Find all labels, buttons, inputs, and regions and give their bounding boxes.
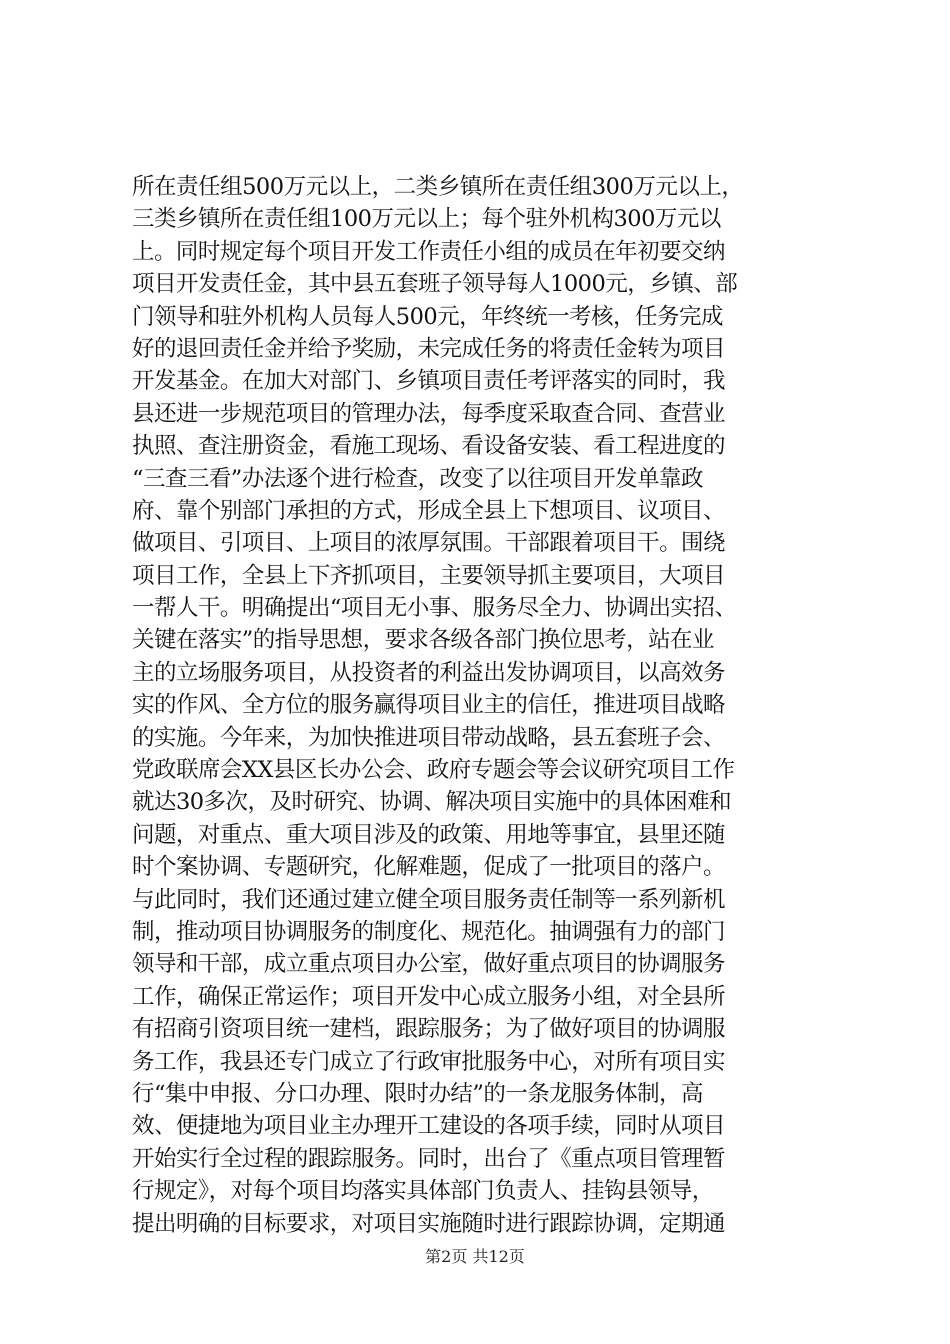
text-line: 开始实行全过程的跟踪服务。同时，出台了《重点项目管理暂 bbox=[132, 1145, 725, 1172]
text-line: 府、靠个别部门承担的方式，形成全县上下想项目、议项目、 bbox=[132, 497, 725, 524]
text-line: 做项目、引项目、上项目的浓厚氛围。干部跟着项目干。围绕 bbox=[132, 530, 725, 557]
text-line: 开发基金。在加大对部门、乡镇项目责任考评落实的同时，我 bbox=[132, 368, 725, 395]
text-line: 时个案协调、专题研究，化解难题，促成了一批项目的落户。 bbox=[132, 854, 725, 881]
text-line: 一帮人干。明确提出“项目无小事、服务尽全力、协调出实招、 bbox=[132, 595, 737, 622]
text-line: 问题，对重点、重大项目涉及的政策、用地等事宜，县里还随 bbox=[132, 821, 725, 848]
page-footer: 第2页 共12页 bbox=[425, 1247, 525, 1266]
text-line: 制，推动项目协调服务的制度化、规范化。抽调强有力的部门 bbox=[132, 918, 725, 945]
text-line: 领导和干部，成立重点项目办公室，做好重点项目的协调服务 bbox=[132, 951, 725, 978]
text-line: 提出明确的目标要求，对项目实施随时进行跟踪协调，定期通 bbox=[132, 1210, 725, 1237]
text-line: 好的退回责任金并给予奖励，未完成任务的将责任金转为项目 bbox=[132, 335, 725, 362]
text-line: 三类乡镇所在责任组100万元以上；每个驻外机构300万元以 bbox=[132, 206, 721, 233]
text-line: 上。同时规定每个项目开发工作责任小组的成员在年初要交纳 bbox=[132, 238, 725, 265]
text-line: 项目开发责任金，其中县五套班子领导每人1000元，乡镇、部 bbox=[132, 271, 738, 298]
text-line: 县还进一步规范项目的管理办法，每季度采取查合同、查营业 bbox=[132, 400, 725, 427]
text-line: 所在责任组500万元以上，二类乡镇所在责任组300万元以上， bbox=[132, 174, 744, 200]
text-line: 有招商引资项目统一建档，跟踪服务；为了做好项目的协调服 bbox=[132, 1016, 725, 1043]
text-line: 务工作，我县还专门成立了行政审批服务中心，对所有项目实 bbox=[132, 1048, 725, 1075]
text-line: 门领导和驻外机构人员每人500元，年终统一考核，任务完成 bbox=[132, 303, 723, 330]
body-paragraph bbox=[132, 171, 832, 1240]
text-line: 关键在落实”的指导思想，要求各级各部门换位思考，站在业 bbox=[132, 627, 714, 654]
text-line: “三查三看”办法逐个进行检查，改变了以往项目开发单靠政 bbox=[132, 465, 703, 492]
text-line: 与此同时，我们还通过建立健全项目服务责任制等一系列新机 bbox=[132, 886, 725, 913]
text-line: 项目工作，全县上下齐抓项目，主要领导抓主要项目，大项目 bbox=[132, 562, 725, 589]
text-line: 行“集中申报、分口办理、限时办结”的一条龙服务体制，高 bbox=[132, 1080, 703, 1107]
text-line: 就达30多次，及时研究、协调、解决项目实施中的具体困难和 bbox=[132, 789, 732, 816]
text-line: 实的作风、全方位的服务赢得项目业主的信任，推进项目战略 bbox=[132, 692, 725, 719]
text-line: 主的立场服务项目，从投资者的利益出发协调项目，以高效务 bbox=[132, 659, 725, 686]
text-line: 行规定》，对每个项目均落实具体部门负责人、挂钩县领导， bbox=[132, 1178, 714, 1205]
text-line: 工作，确保正常运作；项目开发中心成立服务小组，对全县所 bbox=[132, 983, 725, 1010]
text-line: 效、便捷地为项目业主办理开工建设的各项手续，同时从项目 bbox=[132, 1113, 725, 1140]
text-line: 执照、查注册资金，看施工现场、看设备安装、看工程进度的 bbox=[132, 433, 725, 460]
text-line: 的实施。今年来，为加快推进项目带动战略，县五套班子会、 bbox=[132, 724, 725, 751]
text-line: 党政联席会XX县区长办公会、政府专题会等会议研究项目工作 bbox=[132, 757, 735, 784]
